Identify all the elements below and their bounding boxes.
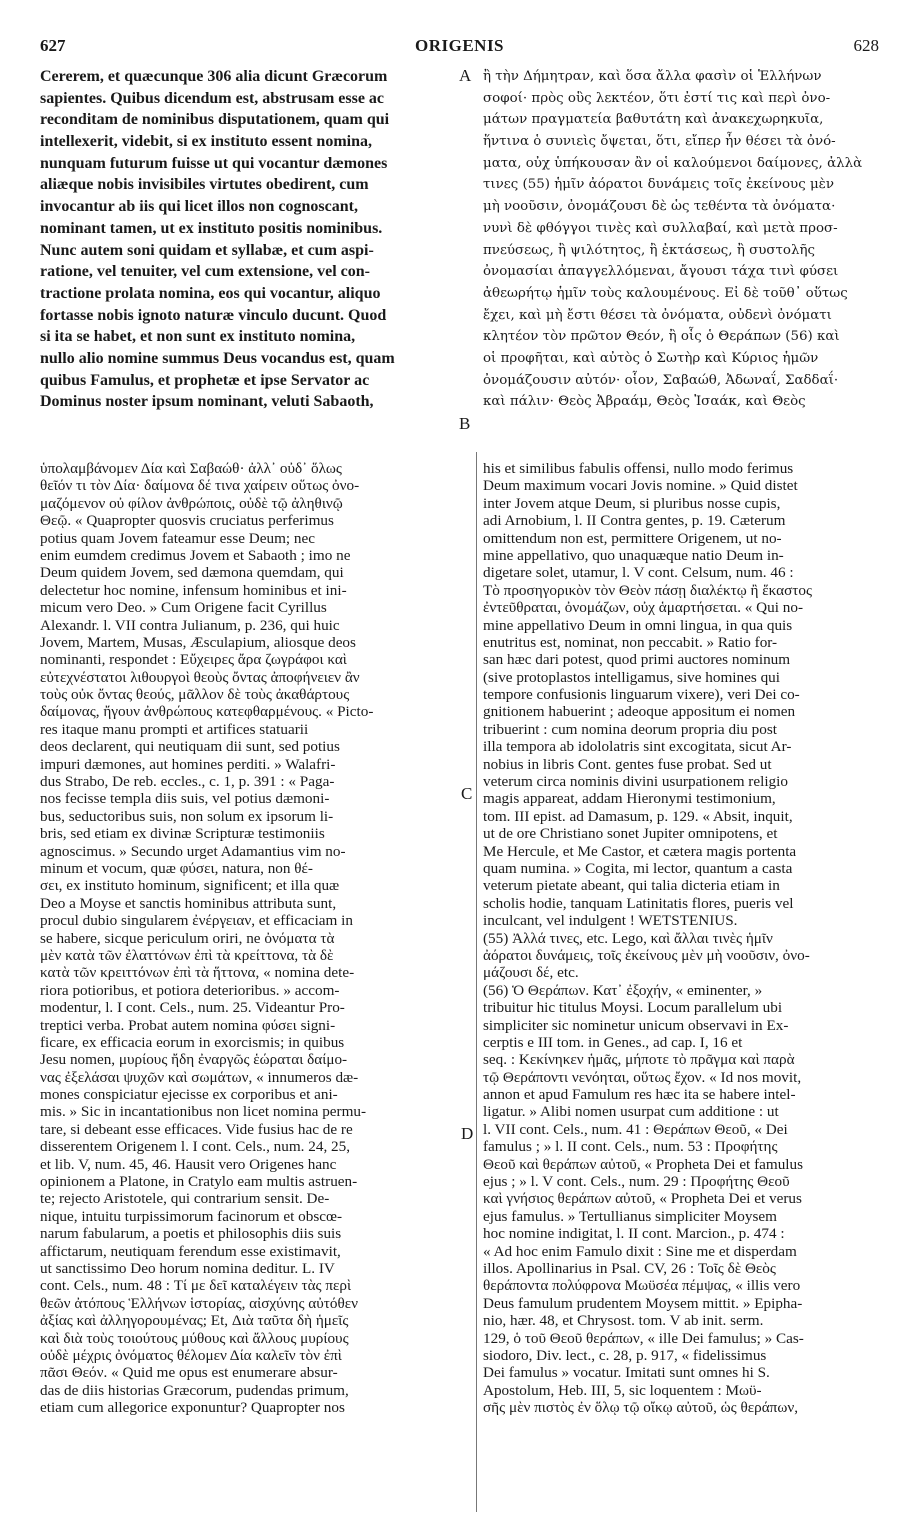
note-line: ficare, ex efficacia eorum in exorcismis; in quibus: [40, 1033, 345, 1051]
margin-marker-a: A: [459, 66, 472, 85]
note-line: Θεοῦ καὶ θεράπων αὐτοῦ, « Propheta Dei et famulus: [483, 1155, 804, 1173]
greek-text-line: κλητέον τὸν πρῶτον Θεόν, ἢ οἷς ὁ Θεράπων (56) καὶ: [483, 329, 840, 345]
margin-marker-b: B: [459, 414, 471, 433]
note-line: quam numina. » Cogita, mi lector, quantum a casta: [483, 859, 793, 877]
note-line: tom. III epist. ad Damasum, p. 129. « Absit, inquit,: [483, 807, 793, 825]
greek-text-line: καὶ πάλιν· Θεὸς Ἀβραάμ, Θεὸς Ἰσαάκ, καὶ Θεὸς: [483, 394, 806, 410]
latin-text-line: si ita se habet, et non sunt ex instituto nomina,: [40, 328, 356, 346]
note-line: seq. : Κεκίνηκεν ἡμᾶς, μήποτε τὸ πρᾶγμα καὶ παρὰ: [483, 1051, 795, 1069]
note-line: nobius in libris Cont. gentes fuse probat. Sed ut: [483, 755, 772, 773]
note-line: θεῶν ἀτόπους Ἑλλήνων ἱστορίας, αἰσχύνης αὐτόθεν: [40, 1294, 358, 1312]
note-line: ἐντεῦθραται, ὀνομάζων, οὐχ ἁμαρτήσεται. « Qui no-: [483, 599, 803, 617]
note-line: enim eumdem credimus Jovem et Sabaoth ; imo ne: [40, 546, 351, 564]
note-line: nique, intuitu turpissimorum facinorum et obscœ-: [40, 1207, 343, 1225]
greek-text-line: οἱ προφῆται, καὶ αὐτὸς ὁ Σωτὴρ καὶ Κύριος ἡμῶν: [483, 350, 819, 366]
latin-text-line: tractione prolata nomina, eos qui vocantur, aliquo: [40, 284, 381, 302]
note-line: veterum circa nominis divini usurpationem religio: [483, 773, 788, 791]
note-line: Jesu nomen, μυρίους ἤδη ἐναργῶς ἑώραται δαίμο-: [40, 1051, 348, 1069]
note-line: tribuitur hic titulus Moysi. Locum parallelum ubi: [483, 999, 783, 1017]
note-line: famulus ; » l. II cont. Cels., num. 53 : Προφήτης: [483, 1138, 778, 1156]
note-line: Θεῷ. « Quapropter quosvis cruciatus perferimus: [40, 512, 334, 530]
notes-right-column: [483, 460, 885, 1522]
latin-main-text: [40, 66, 458, 434]
greek-text-line: ἥντινα ὁ συνιεὶς ὄψεται, ὅτι, εἴπερ ἦν θέσει τὰ ὀνό-: [483, 134, 836, 150]
note-line: 129, ὁ τοῦ Θεοῦ θεράπων, « ille Dei famulus; » Cas-: [483, 1329, 804, 1347]
note-line: nominanti, respondet : Εὔχειρες ἄρα ζωγράφοι καὶ: [40, 651, 347, 669]
page-number-right: 628: [853, 36, 879, 55]
note-line: illos. Apollinarius in Psal. CV, 26 : Τοῖς δὲ Θεὸς: [483, 1259, 776, 1277]
latin-text-line: aliæque nobis invisibiles virtutes obedirent, cum: [40, 176, 369, 194]
note-line: agnoscimus. » Secundo urget Adamantius vim no-: [40, 842, 346, 860]
notes-left-column: [40, 460, 458, 1522]
note-line: gnitionem habuerint ; adeoque appositum ei nomen: [483, 703, 796, 721]
note-line: Deum quidem Jovem, sed dæmona quemdam, qui: [40, 564, 344, 582]
note-line: mine appellativo Deum in omni lingua, in qua quis: [483, 616, 793, 634]
column-divider: [476, 452, 477, 1512]
note-line: (55) Ἀλλά τινες, etc. Lego, καὶ ἄλλαι τινὲς ἡμῖν: [483, 929, 773, 947]
latin-text-line: reconditam de nominibus disputationem, quam qui: [40, 111, 390, 129]
greek-text-line: ἔχει, καὶ μὴ ἔστι θέσει τὰ ὀνόματα, οὐδενὶ ὀνόματι: [483, 307, 832, 323]
note-line: deos declarent, qui neutiquam dii sunt, sed potius: [40, 738, 340, 756]
note-line: delectetur hoc nomine, infensum hominibus et ini-: [40, 581, 347, 599]
note-line: siodoro, Div. lect., c. 28, p. 917, « fidelissimus: [483, 1346, 767, 1364]
greek-text-line: ἀθεωρήτῳ ἡμῖν τοὺς καλουμένους. Εἰ δὲ τοῦθ᾽ οὕτως: [483, 285, 848, 301]
note-line: ὑπολαμβάνομεν Δία καὶ Σαβαώθ· ἀλλ᾽ οὐδ᾽ ὅλως: [40, 460, 342, 477]
note-line: tribuerint : cum nomina deorum propria diu post: [483, 720, 777, 738]
note-line: inculcant, vel indulgent ! WETSTENIUS.: [483, 912, 738, 930]
note-line: et lib. V, num. 45, 46. Hausit vero Origenes hanc: [40, 1155, 337, 1173]
note-line: ejus famulus. » Tertullianus simpliciter Moysem: [483, 1207, 777, 1225]
note-line: bris, sed etiam ex divinæ Scripturæ testimoniis: [40, 825, 325, 843]
note-line: inter Jovem atque Deum, si pluribus nosse cupis,: [483, 494, 781, 512]
note-line: μάζουσι δέ, etc.: [483, 964, 579, 982]
note-line: τῷ Θεράποντι νενόηται, οὕτως ἔχον. « Id nos movit,: [483, 1068, 802, 1086]
running-header: [40, 36, 879, 58]
note-line: σῆς μὲν πιστὸς ἐν ὅλῳ τῷ οἴκῳ αὐτοῦ, ὡς θεράπων,: [483, 1399, 798, 1417]
note-line: san hæc dari potest, quod primi auctores nominum: [483, 651, 791, 669]
note-line: σει, ex instituto hominum, significent; et illa quæ: [40, 877, 340, 895]
note-line: ἀόρατοι δυνάμεις, τοῖς ἐκείνους μὲν μὴ νοοῦσιν, ὀνο-: [483, 946, 810, 964]
note-line: riora potioribus, et potiora deterioribus. » accom-: [40, 981, 340, 999]
note-line: ut sanctissimo Deo horum nomina deditur. L. IV: [40, 1259, 335, 1277]
note-line: digetare solet, utamur, l. V cont. Celsum, num. 46 :: [483, 564, 794, 582]
note-line: modentur, l. I cont. Cels., num. 25. Videantur Pro-: [40, 999, 345, 1017]
note-line: hoc nomine indigitat, l. II cont. Marcion., p. 474 :: [483, 1225, 785, 1243]
latin-text-line: Cererem, et quæcunque 306 alia dicunt Græcorum: [40, 68, 388, 85]
note-line: οὐδὲ μέχρις ὀνόματος θέλομεν Δία καλεῖν τὸν ἐπὶ: [40, 1346, 342, 1364]
note-line: Deum maximum vocari Jovis nomine. » Quid distet: [483, 477, 798, 495]
note-line: nos fecisse templa diis suis, vel potius dæmoni-: [40, 790, 330, 808]
note-line: impuri dæmones, aut homines perditi. » Walafri-: [40, 755, 336, 773]
note-line: Deo a Moyse et sanctis hominibus attributa sunt,: [40, 894, 337, 912]
latin-text-line: intellexerit, videbit, si ex instituto essent nomina,: [40, 133, 372, 151]
note-line: l. VII cont. Cels., num. 41 : Θεράπων Θεοῦ, « Dei: [483, 1120, 788, 1138]
note-line: Τὸ προσηγορικὸν τὸν Θεὸν πάσῃ διαλέκτῳ ἢ ἕκαστος: [483, 581, 813, 599]
note-line: « Ad hoc enim Famulo dixit : Sine me et disperdam: [483, 1242, 797, 1260]
note-line: affictarum, neutiquam ferendum esse existimavit,: [40, 1242, 341, 1260]
note-line: θεράποντα πολύφρονα Μωϋσέα πέμψας, « illis vero: [483, 1277, 801, 1295]
note-line: δαίμονας, ἤγουν ἀνθρώπους κατεφθαρμένους. « Picto-: [40, 703, 374, 721]
note-line: Apostolum, Heb. III, 5, sic loquentem : Μωϋ-: [483, 1381, 762, 1399]
greek-text-line: νυνὶ δὲ φθόγγοι τινὲς καὶ συλλαβαί, καὶ μετὰ προσ-: [483, 220, 838, 236]
note-line: scholis hodie, tanquam Latinitatis flores, pueris vel: [483, 894, 794, 912]
note-line: ejus ; » l. V cont. Cels., num. 29 : Προφήτης Θεοῦ: [483, 1173, 790, 1191]
note-line: nio, hær. 48, et Chrysost. tom. V ab init. serm.: [483, 1312, 764, 1330]
note-line: Me Hercule, et Me Castor, et cætera magis portenta: [483, 842, 797, 860]
note-line: disserentem Origenem l. I cont. Cels., num. 24, 25,: [40, 1138, 351, 1156]
note-line: ligatur. » Alibi nomen usurpat cum additione : ut: [483, 1103, 779, 1121]
note-line: narum fabularum, a poetis et philosophis diis suis: [40, 1225, 342, 1243]
note-line: minum et vocum, quæ φύσει, natura, non θέ-: [40, 859, 313, 877]
greek-text-line: πνεύσεως, ἢ ψιλότητος, ἢ ἐκτάσεως, ἢ συστολῆς: [483, 242, 815, 258]
note-line: μαζόμενον οὐ φίλον ἀνθρώποις, οὐδὲ τῷ ἀληθινῷ: [40, 494, 343, 512]
greek-text-line: ἢ τὴν Δήμητραν, καὶ ὅσα ἄλλα φασὶν οἱ Ἑλλήνων: [483, 69, 822, 84]
note-line: Dei famulus » vocatur. Imitati sunt omnes hi S.: [483, 1364, 770, 1382]
note-line: enutritus est, nominat, non peccabit. » Ratio for-: [483, 633, 778, 651]
greek-text-line: τινες (55) ἡμῖν ἀόρατοι δυνάμεις τοῖς ἐκείνους μὲν: [483, 177, 834, 193]
note-line: res itaque manu prompti et artifices statuarii: [40, 720, 309, 738]
note-line: πᾶσι Θεόν. « Quid me opus est enumerare absur-: [40, 1364, 338, 1382]
note-line: magis appareat, addam Hieronymi testimonium,: [483, 790, 776, 808]
note-line: se habere, sicque periculum oriri, ne ὀνόματα τὰ: [40, 929, 335, 947]
note-line: veterum pietate abeant, qui talia dicteria etiam in: [483, 877, 780, 895]
page-number-left: 627: [40, 36, 66, 55]
note-line: cont. Cels., num. 48 : Τί με δεῖ καταλέγειν τὰς περὶ: [40, 1277, 352, 1295]
note-line: ut de ore Christiano sonet Jupiter omnipotens, et: [483, 825, 778, 843]
note-line: tempore confusionis linguarum vixere), veri Dei co-: [483, 686, 800, 704]
note-line: bus, seductoribus suis, non solum ex ipsorum li-: [40, 807, 334, 825]
running-title: ORIGENIS: [414, 36, 505, 55]
note-line: illa tempora ab idololatris sint excogitata, sicut Ar-: [483, 738, 792, 756]
margin-marker-d: D: [461, 1124, 474, 1143]
latin-text-line: nominant tamen, ut ex instituto positis nominibus.: [40, 219, 383, 237]
note-line: (56) Ὁ Θεράπων. Κατ᾽ ἐξοχήν, « eminenter, »: [483, 981, 763, 999]
note-line: micum vero Deo. » Cum Origene facit Cyrillus: [40, 599, 327, 617]
note-line: Jovem, Martem, Musas, Æsculapium, aliosque deos: [40, 633, 356, 651]
note-line: εὐτεχνέστατοι λιθουργοὶ θεοὺς ὄντας ἀποφήνειεν ἂν: [40, 668, 360, 686]
latin-text-line: invocantur ab iis qui licet illos non cognoscant,: [40, 198, 358, 216]
greek-text-line: μάτων πραγματεία βαθυτάτη καὶ ἀνακεχωρηκυῖα,: [483, 112, 824, 128]
note-line: adi Arnobium, l. II Contra gentes, p. 19. Cæterum: [483, 512, 786, 530]
note-line: νας ἐξελάσαι ψυχῶν καὶ σωμάτων, « innumeros dæ-: [40, 1068, 359, 1086]
note-line: his et similibus fabulis offensi, nullo modo ferimus: [483, 460, 794, 477]
latin-text-line: nunquam futurum fuisse ut qui vocantur dæmones: [40, 154, 388, 172]
note-line: annon et apud Famulum res hæc ita se habere intel-: [483, 1086, 796, 1104]
latin-text-line: Dominus noster ipsum nominant, veluti Sabaoth,: [40, 393, 374, 411]
note-line: τοὺς οὐκ ὄντας θεούς, μᾶλλον δὲ τοὺς ἀκαθάρτους: [40, 686, 350, 704]
latin-text-line: nullo alio nomine summus Deus vocandus est, quam: [40, 349, 395, 367]
note-line: θεῖόν τι τὸν Δία· δαίμονα δέ τινα χαίρειν οὕτως ὀνο-: [40, 477, 360, 495]
note-line: mones conspiciatur ejecisse ex corporibus et ani-: [40, 1086, 338, 1104]
greek-text-line: μὴ νοοῦσιν, ὀνομάζουσι δὲ ὡς τεθέντα τὰ ὀνόματα·: [483, 199, 836, 215]
note-line: mine appellativo, quo unaquæque natio Deum in-: [483, 546, 784, 564]
latin-text-line: fortasse nobis ignoto naturæ vinculo ducunt. Quod: [40, 306, 387, 324]
note-line: (sive protoplastos intelligamus, sive homines qui: [483, 668, 780, 686]
note-line: te; rejecto Aristotele, qui contrarium sensit. De-: [40, 1190, 330, 1208]
note-line: dus Strabo, De reb. eccles., c. 1, p. 391 : « Paga-: [40, 773, 335, 791]
latin-text-line: ratione, vel tenuiter, vel cum extensione, vel con-: [40, 263, 371, 281]
note-line: καὶ διὰ τοὺς τοιούτους μύθους καὶ ἄλλους μυρίους: [40, 1329, 349, 1347]
latin-text-line: quibus Famulus, et prophetæ et ipse Servator ac: [40, 371, 370, 389]
greek-main-text: [483, 66, 885, 434]
greek-text-line: σοφοί· πρὸς οὓς λεκτέον, ὅτι ἐστί τις καὶ περὶ ὀνο-: [483, 90, 831, 106]
note-line: potius quam Jovem fateamur esse Deum; nec: [40, 529, 315, 547]
greek-text-line: ματα, οὐχ ὑπήκουσαν ἂν οἱ καλούμενοι δαίμονες, ἀλλὰ: [483, 155, 863, 171]
note-line: Deus famulum prudentem Moysem mittit. » Epipha-: [483, 1294, 803, 1312]
greek-text-line: ὀνομάζουσιν αὐτόν· οἷον, Σαβαώθ, Ἀδωναΐ, Σαδδαΐ·: [483, 372, 839, 388]
note-line: simpliciter sic nominetur unicum observavi in Ex-: [483, 1016, 789, 1034]
note-line: Alexandr. l. VII contra Julianum, p. 236, qui huic: [40, 616, 340, 634]
note-line: etiam cum allegorice exponuntur? Quapropter nos: [40, 1399, 345, 1417]
note-line: treptici verba. Probat autem nomina φύσει signi-: [40, 1016, 336, 1034]
note-line: tare, si debeant esse efficaces. Vide fusius hac de re: [40, 1120, 353, 1138]
margin-marker-c: C: [461, 784, 473, 803]
note-line: opinionem a Platone, in Cratylo eam multis astruen-: [40, 1173, 358, 1191]
greek-text-line: ὀνομασίαι ἀπαγγελλόμεναι, ἄγουσι τάχα τινὶ φύσει: [483, 264, 839, 280]
note-line: ἀξίας καὶ ἀλληγορουμένας; Et, Διὰ ταῦτα δὴ ἡμεῖς: [40, 1312, 349, 1330]
note-line: procul dubio singularem ἐνέργειαν, et efficaciam in: [40, 912, 353, 930]
latin-text-line: sapientes. Quibus dicendum est, abstrusam esse ac: [40, 89, 385, 107]
note-line: das de diis historias Græcorum, pudendas primum,: [40, 1381, 349, 1399]
note-line: mis. » Sic in incantationibus non licet nomina permu-: [40, 1103, 367, 1121]
note-line: omittendum non est, permittere Origenem, ut no-: [483, 529, 782, 547]
note-line: μὲν κατὰ τῶν ἐλαττόνων ἐπὶ τὰ κρείττονα, τὰ δὲ: [40, 946, 334, 964]
note-line: κατὰ τῶν κρειττόνων ἐπὶ τὰ ἥττονα, « nomina dete-: [40, 964, 355, 982]
note-line: cerptis e III tom. in Genes., ad cap. I, 16 et: [483, 1033, 743, 1051]
note-line: καὶ γνήσιος θεράπων αὐτοῦ, « Propheta Dei et verus: [483, 1190, 802, 1208]
latin-text-line: Nunc autem soni quidam et syllabæ, et cum aspi-: [40, 241, 374, 259]
